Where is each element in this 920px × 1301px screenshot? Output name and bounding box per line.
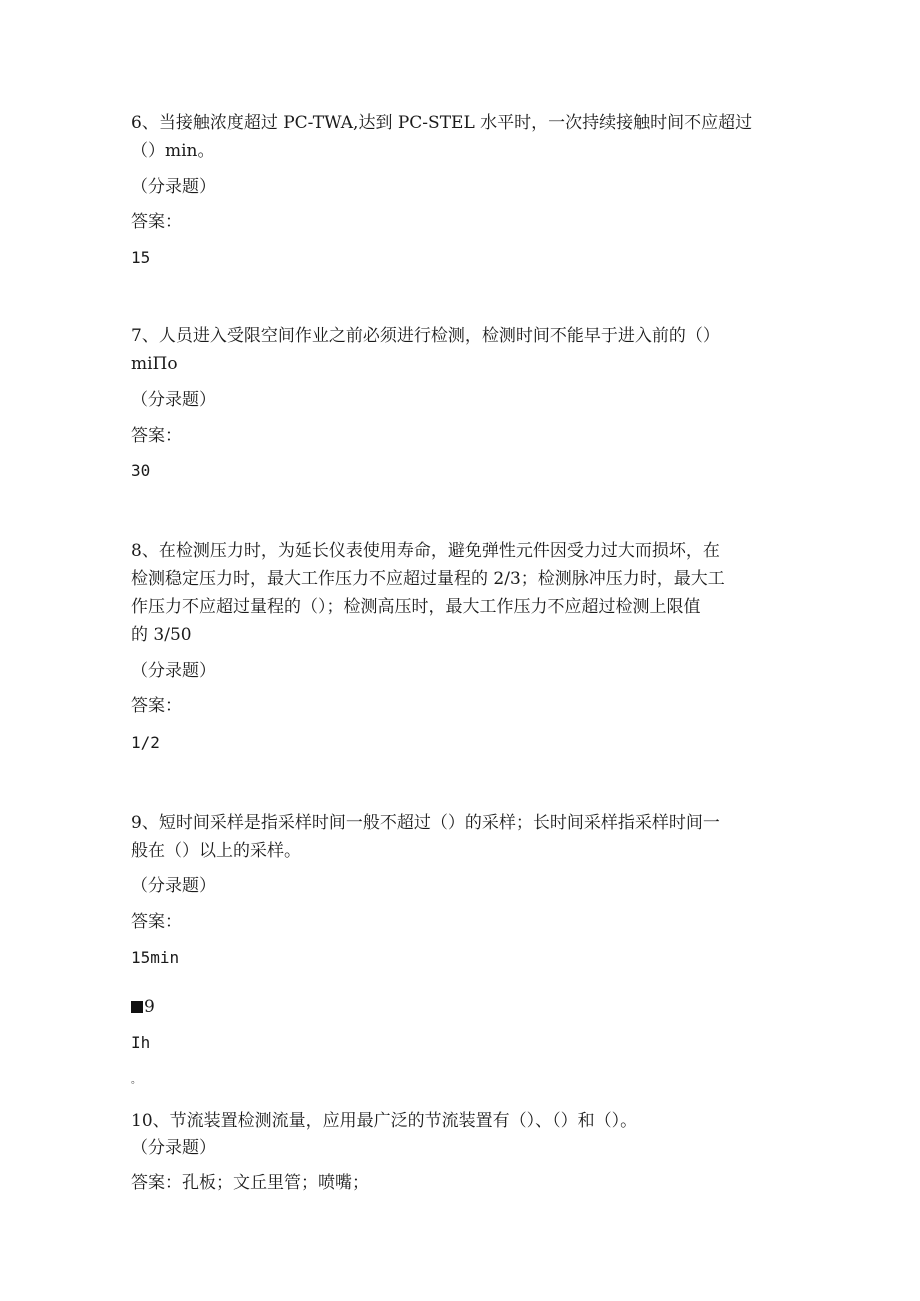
question-8-type: （分录题） [131,661,216,681]
question-7-type: （分录题） [131,390,216,410]
question-9-answer: 15min [131,948,180,967]
question-7-text-line-2: miΠo [131,354,178,374]
question-8-text-line-4: 的 3/50 [131,625,192,645]
question-6-answer-label: 答案： [131,212,182,232]
black-square-icon [131,1001,143,1013]
question-8-text-line-1: 8、在检测压力时，为延长仪表使用寿命，避免弹性元件因受力过大而损坏，在 [131,541,720,561]
question-6-text-line-2: （）min。 [131,141,215,161]
question-6-type: （分录题） [131,177,216,197]
question-8-text-line-2: 检测稳定压力时，最大工作压力不应超过量程的 2/3；检测脉冲压力时，最大工 [131,569,725,589]
question-9-type: （分录题） [131,876,216,896]
question-6-answer: 15 [131,248,151,267]
question-8-answer-label: 答案： [131,696,182,716]
question-9-extra-3: 。 [131,1075,141,1086]
question-7-answer: 30 [131,461,151,480]
question-10-answer: 答案：孔板；文丘里管；喷嘴； [131,1173,369,1193]
question-8-text-line-3: 作压力不应超过量程的（）；检测高压时，最大工作压力不应超过检测上限值 [131,597,701,617]
question-9-extra-1-text: 9 [144,997,155,1017]
question-7-text-line-1: 7、人员进入受限空间作业之前必须进行检测，检测时间不能早于进入前的（） [131,326,720,346]
question-9-extra-2: Ih [131,1033,151,1052]
question-9-text-line-1: 9、短时间采样是指采样时间一般不超过（）的采样；长时间采样指采样时间一 [131,813,720,833]
question-8-answer: 1/2 [131,733,160,752]
question-9-text-line-2: 般在（）以上的采样。 [131,841,301,861]
question-6-text-line-1: 6、当接触浓度超过 PC-TWA,达到 PC-STEL 水平时，一次持续接触时间不应超过 [131,113,753,133]
question-9-answer-label: 答案： [131,912,182,932]
question-10-type: （分录题） [131,1138,216,1158]
question-7-answer-label: 答案： [131,426,182,446]
question-9-extra-1 [131,994,811,1020]
question-10-text-line-1: 10、节流装置检测流量，应用最广泛的节流装置有（）、（）和（）。 [131,1111,638,1131]
